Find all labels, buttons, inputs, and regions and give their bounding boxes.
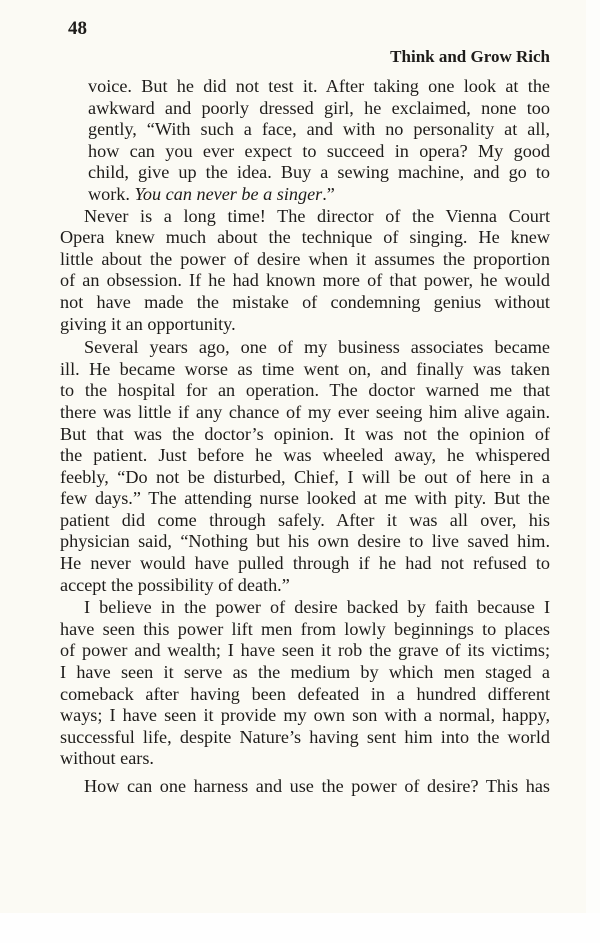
paragraph xyxy=(60,206,550,336)
paragraph xyxy=(60,76,550,206)
text-line: accept the possibility of death.” xyxy=(60,574,290,595)
text-line: to the hospital for an operation. The doctor warned me that xyxy=(60,380,550,401)
text-line: little about the power of desire when it assumes the proportion xyxy=(60,248,550,269)
text-line: But that was the doctor’s opinion. It was not the opinion of xyxy=(60,423,550,444)
text-line: not have made the mistake of condemning genius without xyxy=(60,291,550,312)
text-line: patient did come through safely. After it was all over, his xyxy=(60,509,550,530)
text-line: few days.” The attending nurse looked at me with pity. But the xyxy=(60,488,550,509)
text-line: without ears. xyxy=(60,748,154,769)
italic-quote: You can never be a singer xyxy=(134,183,323,204)
text-line: there was little if any chance of my ever seeing him alive again. xyxy=(60,401,550,422)
text-line xyxy=(88,184,550,206)
text-line: feebly, “Do not be disturbed, Chief, I will be out of here in a xyxy=(60,466,550,487)
text-line: How can one harness and use the power of desire? This has xyxy=(84,776,550,796)
text-line: Several years ago, one of my business associates became xyxy=(84,337,550,358)
paragraph xyxy=(60,337,550,596)
text-line: of power and wealth; I have seen it rob the grave of its victims; xyxy=(60,640,550,661)
text-line: Never is a long time! The director of the Vienna Court xyxy=(84,205,550,226)
text-line: child, give up the idea. Buy a sewing machine, and go to xyxy=(88,162,550,183)
text-line: comeback after having been defeated in a hundred different xyxy=(60,683,550,704)
running-title: Think and Grow Rich xyxy=(390,47,550,66)
text-line: of an obsession. If he had known more of that power, he would xyxy=(60,270,550,291)
page-bottom-margin xyxy=(0,913,600,943)
page-edge xyxy=(586,0,600,943)
text-segment: .” xyxy=(322,183,335,204)
text-line: physician said, “Nothing but his own desire to live saved him. xyxy=(60,531,550,552)
body-text xyxy=(60,76,550,798)
text-line: have seen this power lift men from lowly beginnings to places xyxy=(60,618,550,639)
text-line: Opera knew much about the technique of singing. He knew xyxy=(60,227,550,248)
page-number: 48 xyxy=(68,18,87,39)
text-line: voice. But he did not test it. After taking one look at the xyxy=(88,76,550,96)
text-line: ways; I have seen it provide my own son with a normal, happy, xyxy=(60,705,550,726)
text-line: ill. He became worse as time went on, and finally was taken xyxy=(60,358,550,379)
text-line: awkward and poorly dressed girl, he exclaimed, none too xyxy=(88,97,550,118)
text-line: how can you ever expect to succeed in opera? My good xyxy=(88,140,550,161)
text-segment: work. xyxy=(88,183,135,204)
text-line: the patient. Just before he was wheeled away, he whispered xyxy=(60,445,550,466)
paragraph xyxy=(60,776,550,798)
text-line: gently, “With such a face, and with no personality at all, xyxy=(88,119,550,140)
text-line: successful life, despite Nature’s having sent him into the world xyxy=(60,726,550,747)
text-line: giving it an opportunity. xyxy=(60,313,236,334)
text-line: He never would have pulled through if he had not refused to xyxy=(60,553,550,574)
text-line: I believe in the power of desire backed by faith because I xyxy=(84,597,550,618)
paragraph xyxy=(60,597,550,770)
text-line: I have seen it serve as the medium by which men staged a xyxy=(60,662,550,683)
